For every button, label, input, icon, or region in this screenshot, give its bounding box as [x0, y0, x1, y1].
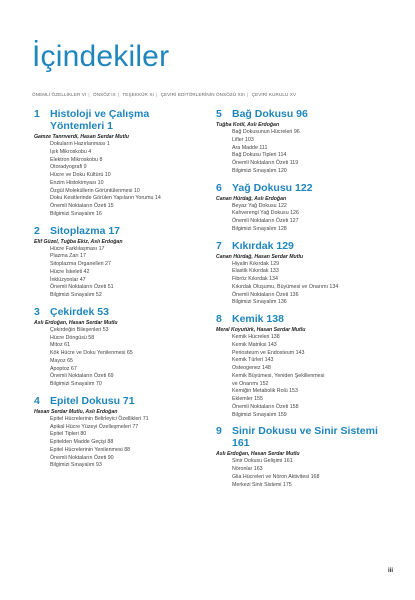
page-title: İçindekiler — [32, 40, 170, 73]
chapter-heading[interactable] — [34, 108, 204, 132]
section-item[interactable]: Mayoz 65 — [50, 357, 73, 364]
section-item[interactable]: Kemiğin Metabolik Rolü 153 — [232, 388, 298, 395]
section-item[interactable]: Elastik Kıkırdak 133 — [232, 268, 279, 275]
chapter-title — [50, 108, 149, 132]
front-matter-item[interactable]: ÇEVİRİ EDİTÖRLERİNİN ÖNSÖZÜ XIII — [160, 92, 245, 97]
chapter-entry — [34, 395, 204, 470]
chapter-title-line: Kemik 138 — [232, 313, 284, 325]
section-item[interactable]: Kemik Matriksi 143 — [232, 341, 277, 348]
chapter-entry — [216, 108, 396, 176]
chapter-title-line: Kıkırdak 129 — [232, 239, 294, 252]
toc-right-column — [216, 108, 396, 489]
section-item[interactable]: Bağ Dokusunun Hücreleri 96 — [232, 129, 300, 135]
chapter-title-line: Yağ Dokusu 122 — [232, 181, 313, 194]
chapter-authors: Gamze Tanrıverdi, Hasan Serdar Mutlu — [34, 134, 129, 140]
section-item[interactable]: Epitel Hücrelerinin Belirleyici Özellikleri 71 — [50, 415, 149, 422]
chapter-authors: Meral Koyutürk, Hasan Serdar Mutlu — [216, 327, 306, 333]
section-item[interactable]: Beyaz Yağ Dokusu 122 — [232, 202, 287, 209]
section-item[interactable]: Önemli Noktaların Özeti 15 — [50, 203, 114, 209]
section-item[interactable]: Bilgimizi Sınayalım 159 — [232, 411, 287, 418]
chapter-title — [232, 240, 294, 252]
chapter-authors: Hasan Serdar Mutlu, Aslı Erdoğan — [34, 408, 118, 415]
section-item[interactable]: Özgül Moleküllerin Görüntülenmesi 10 — [50, 187, 140, 194]
section-item[interactable]: Kemik Hücreleri 138 — [232, 334, 280, 340]
section-item[interactable]: Hücre Döngüsü 58 — [50, 334, 95, 341]
front-matter-item[interactable]: ÖNSÖZ IX — [93, 92, 116, 97]
section-item[interactable]: Hücre Farklılaşması 17 — [50, 245, 105, 252]
chapter-heading[interactable] — [34, 395, 204, 407]
section-item[interactable]: Osteogenez 148 — [232, 365, 271, 371]
divider: | — [88, 92, 90, 97]
chapter-entry — [216, 182, 396, 234]
section-item[interactable]: Apikal Hücre Yüzeyi Özelleşmeleri 77 — [50, 423, 139, 430]
chapter-number: 4 — [34, 394, 40, 407]
section-item[interactable]: Kıkırdak Oluşumu, Büyümesi ve Onarımı 134 — [232, 283, 339, 290]
chapter-authors: Tuğba Kotil, Aslı Erdoğan — [216, 122, 280, 128]
divider: | — [117, 92, 120, 97]
section-list — [216, 203, 396, 234]
section-item[interactable]: Kök Hücre ve Doku Yenilenmesi 65 — [50, 350, 133, 356]
section-list — [34, 416, 204, 470]
section-item[interactable]: Çekirdeğin Bileşenleri 53 — [50, 326, 109, 333]
section-item[interactable]: Önemli Noktaların Özeti 119 — [232, 160, 299, 166]
section-item[interactable]: Kemik Türleri 143 — [232, 357, 274, 364]
section-item[interactable]: Sitoplazma Organelleri 27 — [50, 261, 111, 267]
section-item[interactable]: Doku Kesitlerinde Görülen Yapıların Yorumu 14 — [50, 195, 161, 202]
front-matter-item[interactable]: ÇEVİRİ KURULU XV — [251, 92, 297, 97]
chapter-heading[interactable] — [216, 425, 396, 449]
section-item[interactable]: Nöronlar 163 — [232, 466, 263, 472]
page-number: iii — [388, 568, 394, 574]
chapter-authors: Canan Hürdağ, Hasan Serdar Mutlu — [216, 253, 304, 260]
section-item[interactable]: Merkezi Sinir Sistemi 175 — [232, 481, 292, 488]
chapter-title — [232, 425, 396, 449]
chapter-title-line: Sinir Dokusu ve Sinir Sistemi 161 — [232, 425, 378, 450]
section-list — [34, 246, 204, 300]
section-item[interactable]: Ara Madde 111 — [232, 144, 268, 151]
chapter-title-line: Epitel Dokusu 71 — [50, 394, 135, 407]
chapter-entry — [34, 306, 204, 389]
section-item[interactable]: Glia Hücreleri ve Nöron Aktivitesi 168 — [232, 473, 320, 480]
section-item[interactable]: Bilgimizi Sınayalım 93 — [50, 462, 102, 469]
divider: | — [246, 92, 249, 97]
section-item[interactable]: Otoradyografi 9 — [50, 164, 87, 171]
section-item[interactable]: Mitoz 61 — [50, 342, 71, 349]
chapter-heading[interactable] — [216, 108, 396, 120]
section-item[interactable]: Önemli Noktaların Özeti 136 — [232, 291, 299, 298]
chapter-title-line: Çekirdek 53 — [50, 305, 109, 318]
chapter-authors: Aslı Erdoğan, Hasan Serdar Mutlu — [34, 319, 118, 326]
front-matter-item[interactable]: ÖNEMLİ ÖZELLİKLER VI — [32, 92, 87, 97]
section-item[interactable]: Hücre İskeleti 42 — [50, 268, 90, 275]
chapter-title-line: Bağ Dokusu 96 — [232, 108, 308, 120]
section-item[interactable]: Elektron Mikroskobu 8 — [50, 156, 103, 163]
chapter-authors: Elif Güzel, Tuğba Ekiz, Aslı Erdoğan — [34, 238, 123, 245]
section-item[interactable]: Sinir Dokusu Gelişimi 161 — [232, 458, 293, 465]
chapter-title — [50, 395, 135, 407]
section-item[interactable]: Bilgimizi Sınayalım 52 — [50, 292, 102, 298]
section-item[interactable]: Önemli Noktaların Özeti 51 — [50, 284, 114, 291]
front-matter-links — [32, 92, 392, 97]
chapter-title-line: Sitoplazma 17 — [50, 224, 121, 237]
section-item[interactable]: Dokuların Hazırlanması 1 — [50, 141, 110, 147]
section-item[interactable]: Lifler 103 — [232, 136, 254, 143]
section-item[interactable]: Önemli Noktaların Özeti 127 — [232, 218, 299, 224]
chapter-title — [232, 108, 308, 120]
section-item[interactable]: Önemli Noktaların Özeti 69 — [50, 373, 114, 380]
chapter-heading[interactable] — [216, 240, 396, 252]
section-item[interactable]: Önemli Noktaların Özeti 158 — [232, 403, 299, 410]
chapter-number: 7 — [216, 239, 222, 252]
section-item[interactable]: Epitel Tipleri 80 — [50, 431, 87, 438]
section-item[interactable]: Bilgimizi Sınayalım 120 — [232, 167, 287, 174]
divider: | — [155, 92, 158, 97]
chapter-number: 5 — [216, 108, 222, 120]
section-item[interactable]: Hiyalin Kıkırdak 129 — [232, 260, 280, 267]
section-item[interactable]: Apoptoz 67 — [50, 365, 77, 372]
section-item[interactable]: Işık Mikroskobu 4 — [50, 148, 92, 155]
section-item[interactable]: Bağ Dokusu Tipleri 114 — [232, 152, 287, 159]
section-list — [216, 129, 396, 176]
section-item[interactable]: İnklüzyonlar 47 — [50, 276, 86, 283]
section-list — [216, 334, 396, 419]
section-item[interactable]: Bilgimizi Sınayalım 16 — [50, 210, 102, 217]
section-item[interactable]: Bilgimizi Sınayalım 136 — [232, 299, 287, 306]
section-item[interactable]: Fibröz Kıkırdak 134 — [232, 276, 278, 282]
chapter-authors: Canan Hürdağ, Aslı Erdoğan — [216, 195, 287, 202]
section-item[interactable]: Epitel Hücrelerinin Yenilenmesi 88 — [50, 446, 131, 453]
chapter-entry — [216, 313, 396, 419]
chapter-authors: Aslı Erdoğan, Hasan Serdar Mutlu — [216, 451, 300, 458]
chapter-entry — [216, 240, 396, 308]
chapter-entry — [216, 425, 396, 489]
chapter-number: 3 — [34, 305, 40, 318]
chapter-heading[interactable] — [216, 182, 396, 194]
section-item[interactable]: Önemli Noktaların Özeti 90 — [50, 454, 114, 461]
chapter-number: 9 — [216, 425, 222, 438]
chapter-number: 2 — [34, 224, 40, 237]
chapter-entry — [34, 108, 204, 219]
front-matter-item[interactable]: TEŞEKKÜR XI — [122, 92, 154, 97]
chapter-heading[interactable] — [34, 225, 204, 237]
chapter-heading[interactable] — [216, 313, 396, 325]
section-item[interactable]: Enzim Histokimyası 10 — [50, 179, 104, 186]
section-item[interactable]: Bilgimizi Sınayalım 128 — [232, 225, 287, 232]
chapter-number: 8 — [216, 313, 222, 325]
chapter-number: 6 — [216, 181, 222, 194]
chapter-title — [50, 225, 120, 237]
chapter-heading[interactable] — [34, 306, 204, 318]
section-list — [216, 261, 396, 308]
section-item[interactable]: Kahverengi Yağ Dokusu 126 — [232, 210, 299, 217]
chapter-entry — [34, 225, 204, 300]
chapter-title — [232, 182, 313, 194]
chapter-title-line: Yöntemleri 1 — [50, 120, 114, 132]
section-item[interactable]: Eklemler 155 — [232, 396, 263, 402]
section-list — [216, 458, 396, 489]
section-item[interactable]: Kemik Büyümesi, Yeniden Şekillenmesi — [232, 372, 325, 379]
toc-left-column — [34, 108, 204, 470]
chapter-title — [232, 313, 284, 325]
section-item[interactable]: ve Onarımı 152 — [232, 380, 269, 387]
chapter-number: 1 — [34, 108, 40, 120]
section-list — [34, 327, 204, 389]
section-item[interactable]: Epitelden Madde Geçişi 88 — [50, 439, 114, 445]
section-item[interactable]: Periosteum ve Endosteum 143 — [232, 349, 305, 356]
chapter-title-line: Histoloji ve Çalışma — [50, 108, 150, 120]
chapter-title — [50, 306, 109, 318]
section-list — [34, 141, 204, 219]
section-item[interactable]: Hücre ve Doku Kültürü 10 — [50, 172, 111, 178]
section-item[interactable]: Bilgimizi Sınayalım 70 — [50, 381, 102, 387]
section-item[interactable]: Plazma Zarı 17 — [50, 253, 86, 260]
